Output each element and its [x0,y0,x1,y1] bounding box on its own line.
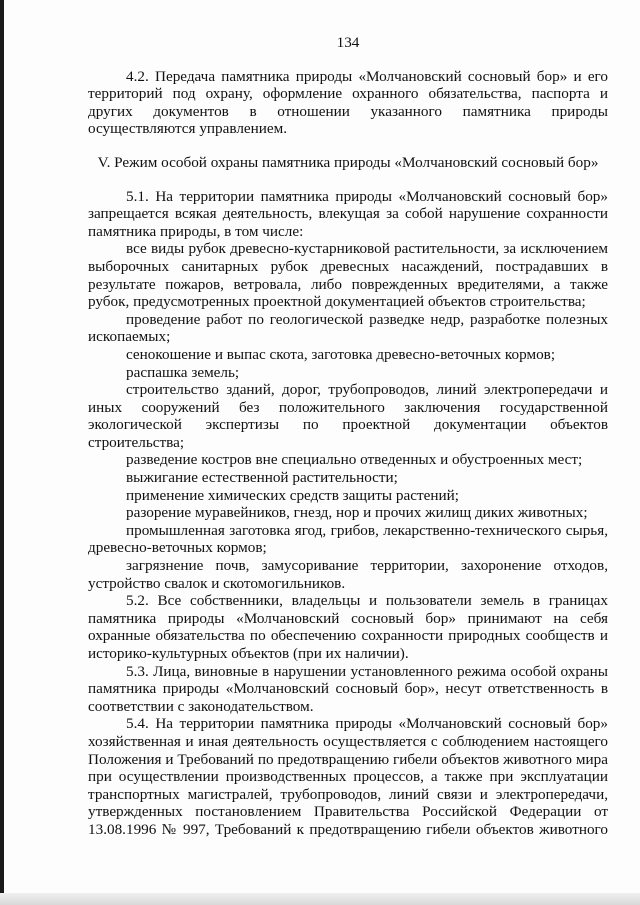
text-line: 5.2. Все собственники, владельцы и пользователи земель в границах [126,592,608,610]
list-item [88,364,608,382]
text-line: устройство свалок и скотомогильников. [88,574,346,592]
list-item [88,504,608,522]
document-body [88,34,608,839]
text-line: 5.1. На территории памятника природы «Молчановский сосновый бор» [126,187,608,205]
scan-left-border [0,0,4,905]
section-heading: V. Режим особой охраны памятника природы «Молчановский сосновый бор» [97,153,599,171]
text-line: древесно-веточных кормов; [88,539,267,557]
text-line: соответствии с законодательством. [88,697,314,715]
text-line: разведение костров вне специально отведенных и обустроенных мест; [126,451,583,469]
text-line: загрязнение почв, замусоривание территории, захоронение отходов, [126,557,608,575]
page-number: 134 [336,34,360,51]
list-item [88,311,608,346]
list-item [88,381,608,451]
text-line: результате пожаров, ветровала, либо поврежденных вредителями, а также [88,275,608,293]
paragraph-5-3 [88,663,608,716]
text-line: выборочных санитарных рубок древесных насаждений, пострадавших в [88,257,608,275]
text-line: памятника природы «Молчановский сосновый бор», несут ответственность в [88,680,608,698]
paragraph-5-2 [88,592,608,662]
text-line: сенокошение и выпас скота, заготовка древесно-веточных кормов; [126,345,556,363]
text-line: 5.3. Лица, виновные в нарушении установленного режима особой охраны [126,662,608,680]
text-line: иных сооружений без положительного заключения государственной [88,398,608,416]
list-item [88,522,608,557]
text-line: строительства; [88,433,185,451]
list-item [88,469,608,487]
list-item [88,346,608,364]
text-line: запрещается всякая деятельность, влекущая за собой нарушение сохранности [88,205,608,223]
paragraph-5-4 [88,715,608,838]
text-line: охранные обязательства по обеспечению сохранности природных сообществ и [88,627,608,645]
text-line: историко-культурных объектов (при их наличии). [88,645,409,662]
text-line: применение химических средств защиты растений; [126,486,459,504]
text-line: проведение работ по геологической разведке недр, разработке полезных [126,310,608,328]
text-line: распашка земель; [126,363,240,381]
prohibited-activities-list [88,240,608,592]
text-line: все виды рубок древесно-кустарниковой растительности, за исключением [126,240,608,258]
text-line: осуществляются управлением. [88,120,288,138]
text-line: рубок, предусмотренных проектной документацией объектов строительства; [88,293,586,311]
text-line: хозяйственная и иная деятельность осуществляется с соблюдением настоящего [88,732,608,750]
list-item [88,451,608,469]
text-line: утвержденных постановлением Правительства Российской Федерации от [88,803,608,821]
text-line: транспортных магистралей, трубопроводов, линий связи и электропередачи, [88,785,608,803]
text-line: памятника природы, в том числе: [88,222,304,240]
scan-bottom-edge [0,893,640,905]
text-line: памятника природы «Молчановский сосновый бор» принимают на себя [88,609,608,627]
text-line: разорение муравейников, гнезд, нор и прочих жилищ диких животных; [126,504,588,522]
text-line: Положения и Требований по предотвращению гибели объектов животного мира [88,750,608,768]
paragraph-5-1 [88,188,608,241]
text-line: при осуществлении производственных процессов, а также при эксплуатации [88,768,608,786]
text-line: промышленная заготовка ягод, грибов, лекарственно-технического сырья, [126,521,608,539]
text-line: 5.4. На территории памятника природы «Молчановский сосновый бор» [126,715,608,733]
text-line: строительство зданий, дорог, трубопроводов, линий электропередачи и [126,381,608,399]
text-line: других документов в отношении указанного памятника природы [88,102,608,120]
text-line: 4.2. Передача памятника природы «Молчановский сосновый бор» и его [126,67,608,85]
list-item [88,240,608,310]
list-item [88,487,608,505]
text-line: выжигание естественной растительности; [126,469,398,487]
text-line: экологической экспертизы по проектной документации объектов [88,416,608,434]
text-line: ископаемых; [88,328,171,346]
text-line: 13.08.1996 № 997, Требований к предотвращению гибели объектов животного [88,820,608,838]
text-line: территорий под охрану, оформление охранного обязательства, паспорта и [88,85,608,103]
list-item [88,557,608,592]
paragraph-4-2 [88,68,608,138]
